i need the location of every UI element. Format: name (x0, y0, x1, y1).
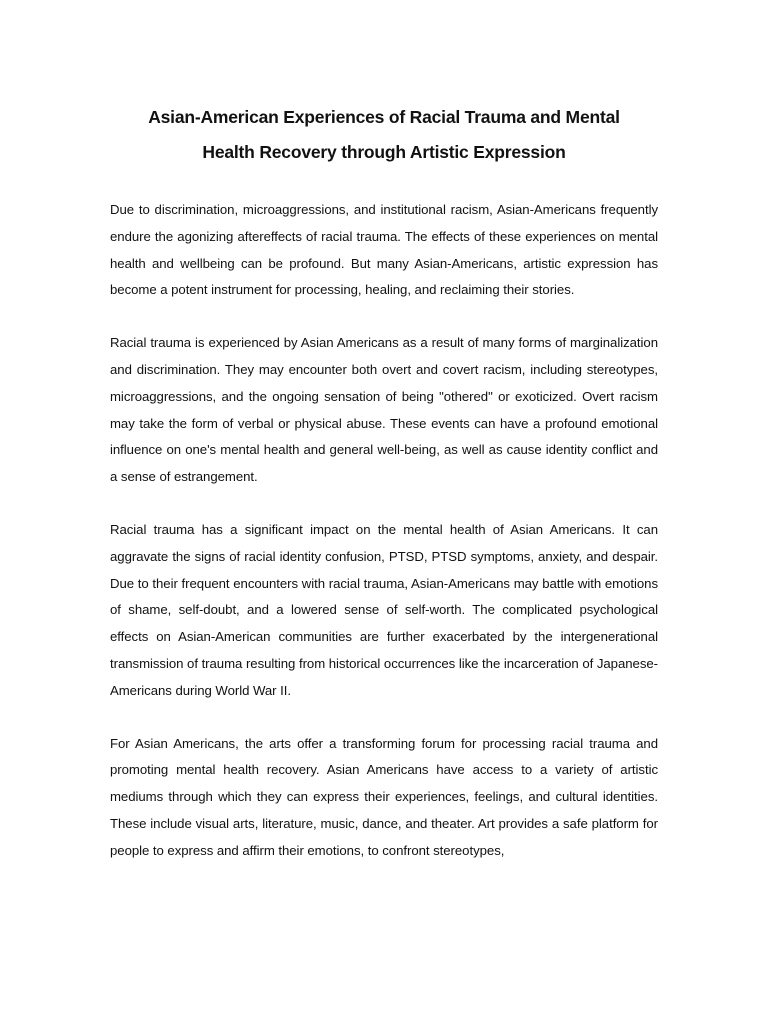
paragraph-3: Racial trauma has a significant impact on the mental health of Asian Americans. It can aggravate the signs of racial identity confusion, PTSD, PTSD symptoms, anxiety, and despair. Due to their frequent encounters with racial trauma, Asian-Americans may battle with emotions of shame, self-doubt, and a lowered sense of self-worth. The complicated psychological effects on Asian-American communities are further exacerbated by the intergenerational transmission of trauma resulting from historical occurrences like the incarceration of Japanese-Americans during World War II. (110, 521, 658, 698)
document-title (100, 100, 668, 170)
paragraph-2: Racial trauma is experienced by Asian Americans as a result of many forms of marginalization and discrimination. They may encounter both overt and covert racism, including stereotypes, microaggressions, and the ongoing sensation of being "othered" or exoticized. Overt racism may take the form of verbal or physical abuse. These events can have a profound emotional influence on one's mental health and general well-being, as well as cause identity conflict and a sense of estrangement. (110, 335, 658, 485)
title-line-1: Asian-American Experiences of Racial Trauma and Mental (148, 107, 620, 127)
title-line-2: Health Recovery through Artistic Expression (202, 142, 566, 162)
paragraph-1: Due to discrimination, microaggressions, and institutional racism, Asian-Americans frequently endure the agonizing aftereffects of racial trauma. The effects of these experiences on mental health and wellbeing can be profound. But many Asian-Americans, artistic expression has become a potent instrument for processing, healing, and reclaiming their stories. (110, 202, 658, 298)
document-body (110, 197, 658, 891)
paragraph-4: For Asian Americans, the arts offer a transforming forum for processing racial trauma and promoting mental health recovery. Asian Americans have access to a variety of artistic mediums through which they can express their experiences, feelings, and cultural identities. These include visual arts, literature, music, dance, and theater. Art provides a safe platform for people to express and affirm their emotions, to confront stereotypes, (110, 735, 658, 858)
